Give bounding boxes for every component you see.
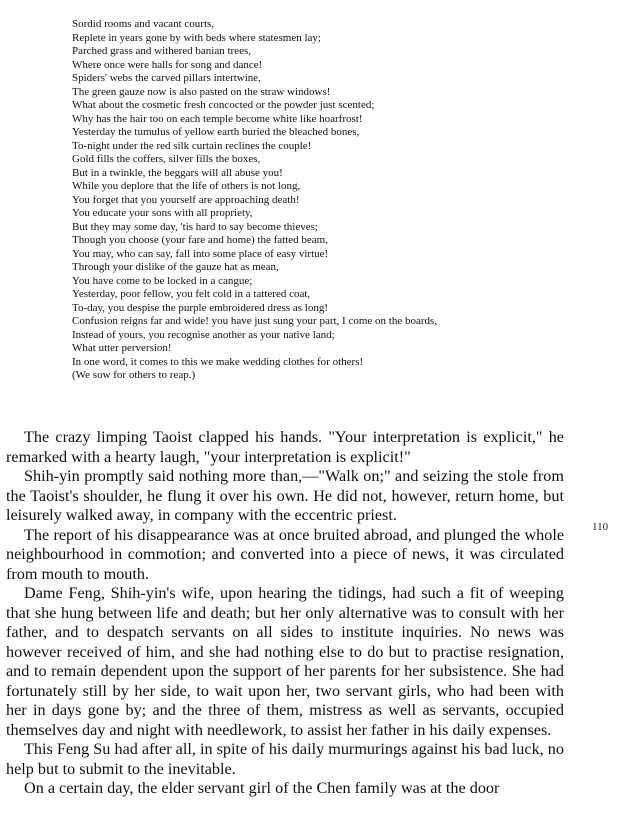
verse-line: To-day, you despise the purple embroidered dress as long! xyxy=(72,301,329,314)
verse-line: Yesterday the tumulus of yellow earth buried the bleached bones, xyxy=(72,126,360,138)
verse-line: Though you choose (your fare and home) the fatted beam, xyxy=(72,234,328,246)
prose-paragraph: Shih-yin promptly said nothing more than,—"Walk on;" and seizing the stole from the Taoist's shoulder, he flung it over his own. He did not, however, return home, but leisurely walked away, in company with the eccentric priest. xyxy=(6,467,564,524)
verse-line: While you deplore that the life of others is not long, xyxy=(72,180,301,192)
verse-line: You forget that you yourself are approaching death! xyxy=(72,193,300,206)
verse-block xyxy=(72,18,552,383)
verse-line: But in a twinkle, the beggars will all abuse you! xyxy=(72,166,283,179)
verse-line: Sordid rooms and vacant courts, xyxy=(72,18,215,30)
prose-block xyxy=(6,428,564,799)
verse-line: The green gauze now is also pasted on the straw windows! xyxy=(72,85,331,98)
verse-line: But they may some day, 'tis hard to say become thieves; xyxy=(72,220,318,233)
verse-line: What utter perversion! xyxy=(72,342,172,354)
verse-line: Confusion reigns far and wide! you have just sung your part, I come on the boards, xyxy=(72,315,438,327)
prose-paragraph: The report of his disappearance was at once bruited abroad, and plunged the whole neighbourhood in commotion; and converted into a piece of news, it was circulated from mouth to mouth. xyxy=(6,525,564,583)
verse-line: Where once were halls for song and dance! xyxy=(72,58,263,71)
verse-line: Instead of yours, you recognise another as your native land; xyxy=(72,328,335,341)
prose-paragraph: Dame Feng, Shih-yin's wife, upon hearing the tidings, had such a fit of weeping that she hung between life and death; but her only alternative was to consult with her father, and to despatch servants on all sides to institute inquiries. No news was however received of him, and she had nothing else to do but to practise resignation, and to remain dependent upon the support of her parents for her subsistence. She had fortunately still by her side, to wait upon her, two servant girls, who had been with her in days gone by; and the three of them, mistress as well as servants, occupied themselves day and night with needlework, to assist her father in his daily expenses. xyxy=(6,584,564,739)
verse-line: You educate your sons with all propriety, xyxy=(72,207,253,219)
verse-line: What about the cosmetic fresh concocted or the powder just scented; xyxy=(72,99,375,111)
verse-line: Replete in years gone by with beds where statesmen lay; xyxy=(72,31,321,44)
verse-line: In one word, it comes to this we make wedding clothes for others! xyxy=(72,355,364,368)
prose-paragraph: On a certain day, the elder servant girl of the Chen family was at the door xyxy=(24,779,500,797)
verse-line: Why has the hair too on each temple become white like hoarfrost! xyxy=(72,112,363,125)
prose-paragraph: This Feng Su had after all, in spite of his daily murmurings against his bad luck, no help but to submit to the inevitable. xyxy=(6,740,564,778)
verse-line: To-night under the red silk curtain reclines the couple! xyxy=(72,139,312,152)
prose-paragraph: The crazy limping Taoist clapped his hands. "Your interpretation is explicit," he remarked with a hearty laugh, "your interpretation is explicit!" xyxy=(6,428,564,466)
verse-line: Through your dislike of the gauze hat as mean, xyxy=(72,261,279,273)
page-number: 110 xyxy=(592,521,609,533)
verse-line: Parched grass and withered banian trees, xyxy=(72,45,251,57)
verse-line: Spiders' webs the carved pillars intertwine, xyxy=(72,72,261,84)
verse-line: (We sow for others to reap.) xyxy=(72,369,196,381)
verse-line: You have come to be locked in a cangue; xyxy=(72,274,253,287)
verse-line: You may, who can say, fall into some place of easy virtue! xyxy=(72,247,329,260)
verse-line: Yesterday, poor fellow, you felt cold in a tattered coat, xyxy=(72,288,311,300)
verse-line: Gold fills the coffers, silver fills the boxes, xyxy=(72,153,261,165)
